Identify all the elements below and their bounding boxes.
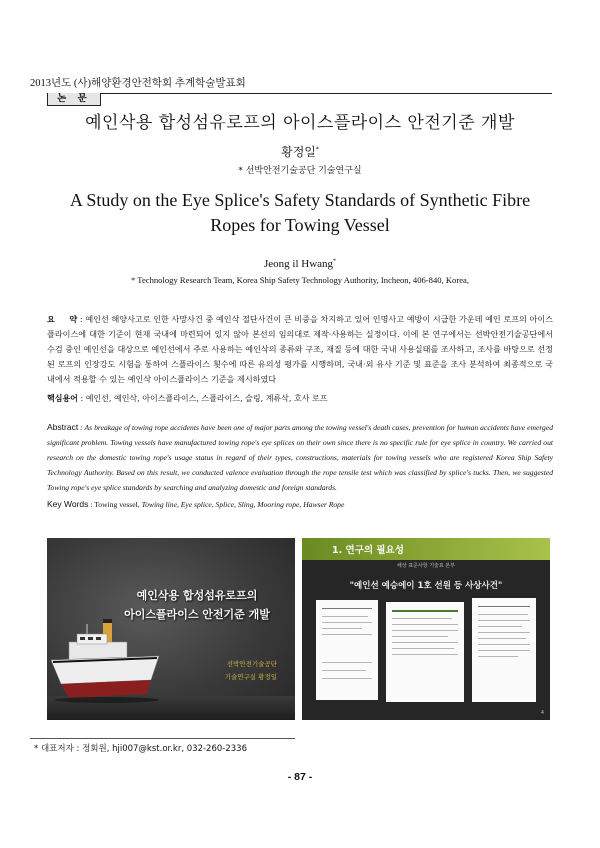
header-rule	[47, 93, 552, 94]
abstract-korean-label: 요 약	[47, 314, 78, 324]
paper-type-label: 논 문	[47, 93, 101, 106]
slide1-title-line2: 아이스플라이스 안전기준 개발	[124, 608, 270, 621]
keywords-english-label: Key Words	[47, 499, 89, 509]
document-thumbnail-3	[472, 598, 536, 702]
keywords-korean	[47, 393, 553, 404]
keywords-english-italic: Towing line, Eye splice, Splice, Sling, Mooring rope, Hawser Rope	[141, 500, 345, 509]
corresponding-author-footnote: * 대표저자 : 정회원, hji007@kst.or.kr, 032-260-2336	[34, 744, 247, 754]
slide2-subtitle: 해상 표준사항 기술표 본부	[397, 563, 455, 569]
author-korean-name: 황정일	[281, 145, 316, 159]
page-number: - 87 -	[287, 771, 313, 783]
author-korean	[0, 143, 600, 160]
slide1-title-line1: 예인삭용 합성섬유로프의	[136, 589, 258, 602]
ship-shadow	[55, 697, 159, 703]
document-thumbnail-1	[316, 600, 378, 700]
keywords-english	[47, 499, 553, 509]
slide2-page-number: 4	[540, 710, 544, 716]
title-korean: 예인삭용 합성섬유로프의 아이스플라이스 안전기준 개발	[85, 113, 515, 133]
author-english-name: Jeong il Hwang	[263, 258, 334, 270]
footnote-rule	[30, 738, 295, 739]
tugboat-illustration	[47, 538, 295, 720]
abstract-korean	[47, 312, 553, 387]
keywords-english-plain: : Towing vessel,	[90, 500, 140, 509]
title-english: A Study on the Eye Splice's Safety Standards of Synthetic Fibre Ropes for Towing Vessel	[69, 190, 531, 235]
slide2-quote: "예인선 예승에이 1호 선원 등 사상사건"	[349, 581, 503, 591]
affiliation-english: * Technology Research Team, Korea Ship Safety Technology Authority, Incheon, 406-840, Korea,	[131, 275, 469, 285]
slide1-organization	[207, 658, 277, 684]
affiliation-korean: * 선박안전기술공단 기술연구실	[238, 166, 362, 176]
slide1-title	[107, 586, 287, 624]
abstract-english-text: : As breakage of towing rope accidents have been one of major parts among the towing vessel's death cases, prevention for human accidents have emerged significant problem. Towing vessels have manufactured towing rope's eye splices on their own since there is no specific rule for eye splice in country. We carried out research on the domestic towing rope's usage status in regard of their types, constructions, materials for towing vessels who are registered Korea Ship Safety Technology Authority. Based on this result, we conducted valence evaluation through the rope tensile test which was classified by splice's tucks. Then, we suggested Towing rope's eye splice standards by searching and analyzing domestic and foreign standards.	[47, 423, 553, 492]
abstract-korean-text: : 예인선 해양사고로 인한 사망사건 중 예인삭 절단사건이 큰 비중을 차지하고 있어 인명사고 예방이 시급한 가운데 예인 로프의 아이스플라이스에 대한 기준이 현재 국내에 마련되어 있지 않아 본선의 임의대로 제작·사용하는 실정이다. 이에 본 연구에서는 선박안전기술공단에서 수검 중인 예인선을 대상으로 예인선에서 주로 사용하는 예인삭의 종류와 구조, 재질 등에 대한 국내 사용실태를 조사하고, 조사를 바탕으로 선정된 로프의 인장강도 시험을 통하여 스플라이스 횟수에 따른 유의성 평가를 시행하며, 국내·외 유사 기준 및 표준을 조사 분석하여 최종적으로 국내에서 적용할 수 있는 예인삭 아이스플라이스 기준을 제시하였다	[47, 314, 553, 384]
keywords-korean-text: : 예인선, 예인삭, 아이스플라이스, 스플라이스, 슬링, 계류삭, 호사 로프	[80, 394, 328, 403]
author-english	[0, 258, 600, 270]
slide1-org-line1: 선박안전기술공단	[226, 660, 277, 668]
author-mark: *	[315, 146, 319, 153]
slide1-org-line2: 기술연구실 황정일	[224, 673, 277, 681]
abstract-english	[47, 420, 553, 495]
slide2-header-bar	[302, 538, 550, 560]
abstract-english-label: Abstract	[47, 422, 79, 432]
author-mark-en: *	[333, 258, 337, 265]
document-thumbnail-2	[386, 602, 464, 702]
presentation-background-slide	[302, 538, 550, 720]
keywords-korean-label: 핵심용어	[47, 394, 78, 403]
slide2-header-title: 1. 연구의 필요성	[332, 545, 404, 556]
conference-header: 2013년도 (사)해양환경안전학회 추계학술발표회	[30, 78, 246, 89]
presentation-title-slide	[47, 538, 295, 720]
